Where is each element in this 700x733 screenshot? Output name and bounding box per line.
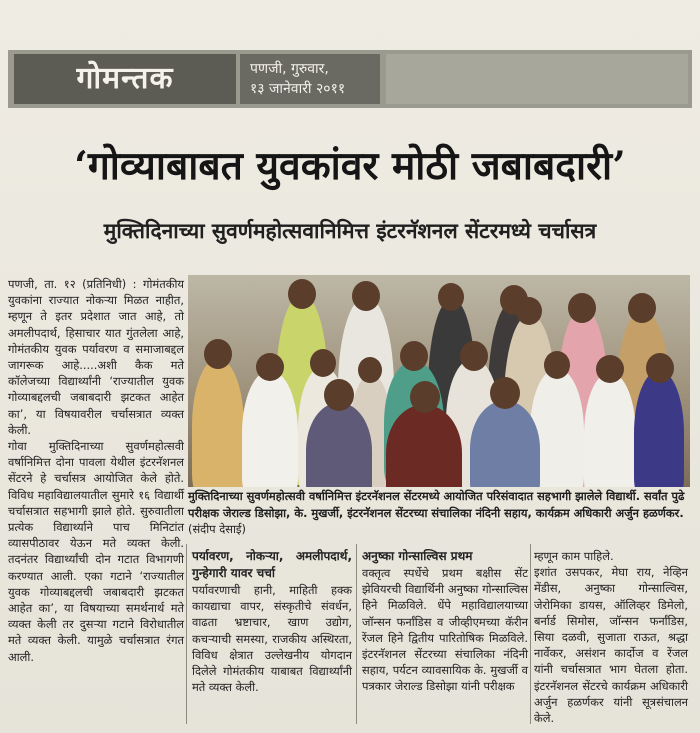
person-figure xyxy=(584,373,636,487)
person-figure xyxy=(470,401,540,487)
subheadline: मुक्तिदिनाच्या सुवर्णमहोत्सवानिमित्त इंटरनॅशनल सेंटरमध्ये चर्चासत्र xyxy=(103,219,597,243)
column-2-paragraph: पर्यावरणाची हानी, माहिती हक्क कायद्याचा वापर, संस्कृतीचे संवर्धन, वाढता भ्रष्टाचार, खाण उद्योग, कचऱ्याची समस्या, राजकीय अस्थिरता, विविध क्षेत्रात उल्लेखनीय योगदान दिलेले गोमंतकीय याबाबत विद्यार्थ्यांनी मते व्यक्त केली. xyxy=(192,583,352,695)
person-head xyxy=(596,355,624,383)
column-divider xyxy=(530,544,531,724)
headline: ‘गोव्याबाबत युवकांवर मोठी जबाबदारी’ xyxy=(74,143,626,189)
photo-credit: (संदीप देसाई) xyxy=(188,522,246,536)
person-head xyxy=(628,293,656,323)
newspaper-logo: गोमन्तक xyxy=(14,54,236,104)
person-head xyxy=(438,283,464,311)
photo-caption-text: मुक्तिदिनाच्या सुवर्णमहोत्सवी वर्षानिमित्त इंटरनॅशनल सेंटरमध्ये आयोजित परिसंवादात सहभागी झालेले विद्यार्थी. सर्वांत पुढे परीक्षक जेराल्ड डिसोझा, के. मुखर्जी, इंटरनॅशनल सेंटरच्या संचालिका नंदिनी सहाय, कार्यक्रम अधिकारी अर्जुन हळर्णकर. xyxy=(188,489,685,520)
person-figure xyxy=(242,371,298,487)
column-4 xyxy=(534,548,688,726)
group-photo xyxy=(188,275,690,487)
column-4-paragraph-2: इशांत उसपकर, मेघा राय, नेव्हिन मेंडीस, अनुष्का गोन्साल्विस, जेरोमिका डायस, ऑलिव्हर डिमेलो, बर्नार्ड सिमोस, जॉन्सन फर्नांडिस, सिया दळवी, सुजाता राऊत, श्रद्धा नार्वेकर, असंशन कार्दोज व रेंजल यांनी चर्चासत्रात भाग घेतला होता. इंटरनॅशनल सेंटरचे कार्यक्रम अधिकारी अर्जुन हळर्णकर यांनी सूत्रसंचालन केले. xyxy=(534,565,688,726)
column-1-paragraph-2: गोवा मुक्तिदिनाच्या सुवर्णमहोत्सवी वर्षानिमित्त दोना पावला येथील इंटरनॅशनल सेंटरने हे चर्चासत्र आयोजित केले होते. विविध महाविद्यालयातील सुमारे १६ विद्यार्थी चर्चासत्रात सहभागी झाले होते. सुरुवातीला प्रत्येक विद्यार्थ्याने पाच मिनिटांत व्यासपीठावर येऊन मते व्यक्त केली. तदनंतर विद्यार्थ्यांची दोन गटात विभागणी करण्यात आली. एका गटाने ‘राज्यातील युवक गोव्याबद्दलची जबाबदारी झटकत आहेत का’, या विषयाच्या समर्थनार्थ मते व्यक्त केली तर दुसऱ्या गटाने विरोधातील मते व्यक्त केली. यामुळे चर्चासत्रात रंगत आली. xyxy=(8,439,184,664)
person-head xyxy=(256,353,284,381)
person-head xyxy=(460,341,488,371)
person-head xyxy=(324,379,354,411)
person-head xyxy=(288,279,316,309)
person-figure xyxy=(386,405,462,487)
person-figure xyxy=(634,371,684,487)
person-head xyxy=(400,341,428,371)
person-head xyxy=(544,351,570,379)
dateline-place-day: पणजी, गुरुवार, xyxy=(250,61,329,77)
column-3 xyxy=(362,548,528,695)
person-head xyxy=(358,357,382,383)
dateline xyxy=(240,54,380,104)
column-1 xyxy=(8,276,184,665)
column-divider xyxy=(186,544,187,724)
person-figure xyxy=(306,403,372,487)
column-2 xyxy=(192,548,352,695)
person-head xyxy=(204,339,232,369)
person-head xyxy=(568,293,596,323)
person-head xyxy=(352,281,380,311)
dateline-date: १३ जानेवारी २०११ xyxy=(250,81,346,97)
person-head xyxy=(410,381,440,413)
column-divider xyxy=(356,544,357,724)
photo-caption xyxy=(188,488,690,538)
masthead-band xyxy=(386,54,688,104)
column-3-subtitle: अनुष्का गोन्साल्विस प्रथम xyxy=(362,549,473,563)
column-1-paragraph-1: पणजी, ता. १२ (प्रतिनिधी) : गोमंतकीय युवकांना राज्यात नोकऱ्या मिळत नाहीत, म्हणून ते इतर प्रदेशात जात आहे, तो अमलीपदार्थ, हिसाचार यात गुंतलेला आहे, गोमंतकीय युवक पर्यावरण व समाजाबद्दल जागरूक आहे.....अशी कैक मते कॉलेजच्या विद्यार्थ्यांनी ‘राज्यातील युवक गोव्याबद्दलची जबाबदारी झटकत आहेत का’, या विषयावरील चर्चासत्रात व्यक्त केली. xyxy=(8,277,184,437)
person-head xyxy=(646,353,674,383)
person-figure xyxy=(192,359,244,487)
column-2-subtitle: पर्यावरण, नोकऱ्या, अमलीपदार्थ, गुन्हेगारी यावर चर्चा xyxy=(192,549,352,580)
person-head xyxy=(516,297,542,325)
person-head xyxy=(490,377,520,409)
column-4-paragraph-1: म्हणून काम पाहिले. xyxy=(534,549,614,563)
column-3-paragraph: वक्तृत्व स्पर्धेचे प्रथम बक्षीस सेंट झेवियरची विद्यार्थिनी अनुष्का गोन्साल्विस हिने मिळविले. धेंपे महाविद्यालयाच्या जॉन्सन फर्नांडिस व जीव्हीएमच्या कॅरीन रेंजल हिने द्वितीय पारितोषिक मिळविले. इंटरनॅशनल सेंटरच्या संचालिका नंदिनी सहाय, पर्यटन व्यावसायिक के. मुखर्जी व पत्रकार जेराल्ड डिसोझा यांनी परीक्षक xyxy=(362,566,528,694)
person-head xyxy=(310,349,336,377)
masthead xyxy=(8,50,692,108)
